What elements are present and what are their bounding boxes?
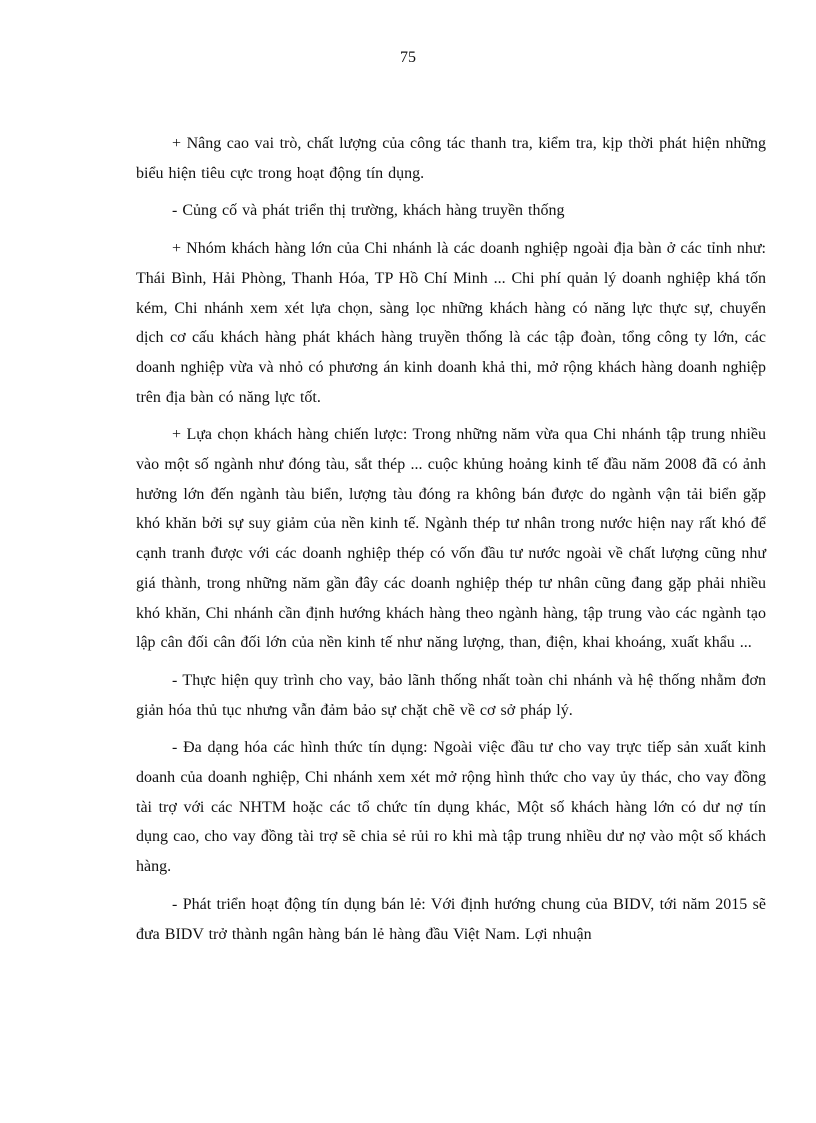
paragraph-inspection: + Nâng cao vai trò, chất lượng của công tác thanh tra, kiểm tra, kịp thời phát hiện những biểu hiện tiêu cực trong hoạt động tín dụng. [136, 135, 766, 182]
page-number: 75 [400, 49, 416, 66]
paragraph-lending-process: - Thực hiện quy trình cho vay, bảo lãnh thống nhất toàn chi nhánh và hệ thống nhằm đơn giản hóa thủ tục nhưng vẫn đảm bảo sự chặt chẽ về cơ sở pháp lý. [136, 671, 766, 719]
paragraph-credit-diversification: - Đa dạng hóa các hình thức tín dụng: Ngoài việc đầu tư cho vay trực tiếp sản xuất kinh doanh của doanh nghiệp, Chi nhánh xem xét mở rộng hình thức cho vay ủy thác, cho vay đồng tài trợ với các NHTM hoặc các tổ chức tín dụng khác, Một số khách hàng lớn có dư nợ tín dụng cao, cho vay đồng tài trợ sẽ chia sẻ rủi ro khi mà tập trung nhiều dư nợ vào một số khách hàng. [136, 739, 766, 876]
paragraph-large-customers: + Nhóm khách hàng lớn của Chi nhánh là các doanh nghiệp ngoài địa bàn ở các tỉnh như: Thái Bình, Hải Phòng, Thanh Hóa, TP Hồ Chí Minh ... Chi phí quản lý doanh nghiệp khá tốn kém, Chi nhánh xem xét lựa chọn, sàng lọc những khách hàng có năng lực thực sự, chuyển dịch cơ cấu khách hàng phát khách hàng truyền thống là các tập đoàn, tổng công ty lớn, các doanh nghiệp vừa và nhỏ có phương án kinh doanh khả thi, mở rộng khách hàng doanh nghiệp trên địa bàn có năng lực tốt. [136, 240, 766, 406]
paragraph-retail-credit: - Phát triển hoạt động tín dụng bán lẻ: Với định hướng chung của BIDV, tới năm 2015 sẽ đưa BIDV trở thành ngân hàng bán lẻ hàng đầu Việt Nam. Lợi nhuận [136, 895, 766, 943]
paragraph-strategic-customers: + Lựa chọn khách hàng chiến lược: Trong những năm vừa qua Chi nhánh tập trung nhiều vào một số ngành như đóng tàu, sắt thép ... cuộc khủng hoảng kinh tế đầu năm 2008 đã có ảnh hưởng lớn đến ngành tàu biển, lượng tàu đóng ra không bán được do ngành vận tải biển gặp khó khăn bởi sự suy giảm của nền kinh tế. Ngành thép tư nhân trong nước hiện nay rất khó để cạnh tranh được với các doanh nghiệp thép có vốn đầu tư nước ngoài về chất lượng cũng như giá thành, trong những năm gần đây các doanh nghiệp thép tư nhân cũng đang gặp phải nhiều khó khăn, Chi nhánh cần định hướng khách hàng theo ngành hàng, tập trung vào các ngành tạo lập cân đối cân đối lớn của nền kinh tế như năng lượng, than, điện, khai khoáng, xuất khẩu ... [136, 426, 766, 652]
paragraph-traditional-market: - Củng cố và phát triển thị trường, khách hàng truyền thống [172, 202, 565, 220]
document-body [136, 129, 766, 957]
